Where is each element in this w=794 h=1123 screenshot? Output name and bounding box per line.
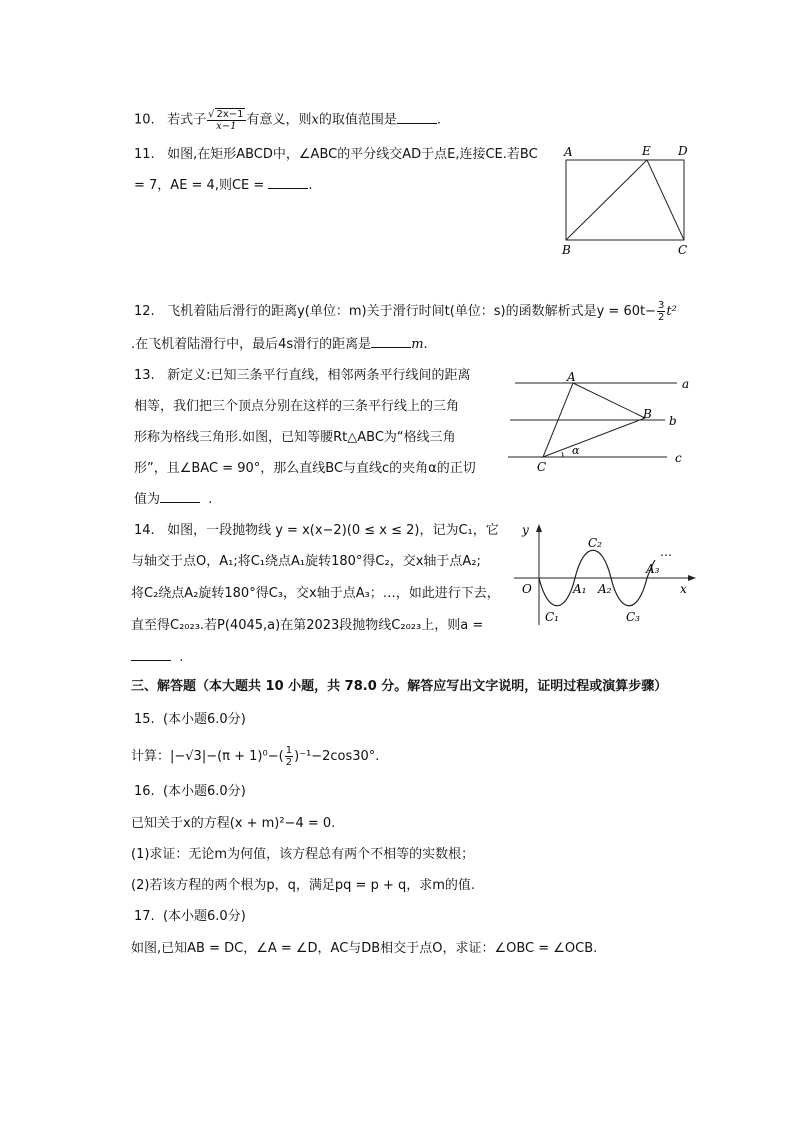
q12-text2: .在飞机着陆滑行中，最后4s滑行的距离是 bbox=[131, 337, 372, 352]
q11-rectangle-figure bbox=[558, 142, 698, 260]
q14-label-x: x bbox=[680, 582, 687, 596]
q14-line2: 与轴交于点O，A₁;将C₁绕点A₁旋转180°得C₂，交x轴于点A₂; bbox=[131, 554, 481, 569]
q10-post: 的取值范围是 bbox=[318, 112, 397, 128]
q14-label-A1: A₁ bbox=[573, 582, 587, 596]
q14-answer-blank[interactable] bbox=[131, 648, 171, 661]
q14-label-C3: C₃ bbox=[626, 610, 640, 624]
q11-number: 11. bbox=[134, 147, 155, 162]
q14-line3: 将C₂绕点A₂旋转180°得C₃，交x轴于点A₃；…，如此进行下去， bbox=[131, 586, 500, 601]
q13-label-c: c bbox=[675, 451, 682, 465]
q10-pre: 若式子 bbox=[167, 112, 207, 128]
q13-line5: 值为 . bbox=[134, 492, 213, 507]
q12-line2: .在飞机着陆滑行中，最后4s滑行的距离是 m. bbox=[131, 337, 428, 352]
q14-label-A2: A₂ bbox=[598, 582, 612, 596]
q13-line2: 相等，我们把三个顶点分别在这样的三条平行线上的三角 bbox=[134, 399, 460, 414]
q12-text1: 飞机着陆后滑行的距离y(单位：m)关于滑行时间t(单位：s)的函数解析式是y = 60t− bbox=[167, 304, 656, 319]
q12-number: 12. bbox=[134, 304, 155, 319]
q12-answer-blank[interactable] bbox=[371, 335, 411, 348]
q13-label-C: C bbox=[537, 460, 547, 474]
q11-label-E: E bbox=[642, 144, 651, 158]
q10-fraction: $\frac{√ 2x-1}{x-1}$ bbox=[208, 109, 244, 132]
q16-header: 16. (本小题6.0分) bbox=[134, 784, 246, 799]
q14-number: 14. bbox=[134, 523, 155, 538]
q14-label-C2: C₂ bbox=[588, 536, 602, 550]
q11-answer-blank[interactable] bbox=[268, 176, 308, 189]
q11-line1 bbox=[134, 145, 538, 165]
q10-var: x bbox=[311, 112, 319, 128]
q11-text1: 如图,在矩形ABCD中，∠ABC的平分线交AD于点E,连接CE.若BC bbox=[167, 147, 538, 162]
q11-line2: = 7，AE = 4,则CE = . bbox=[134, 178, 313, 193]
q11-label-A: A bbox=[564, 145, 573, 159]
q13-grid-triangle-figure bbox=[505, 368, 700, 478]
q13-label-a: a bbox=[682, 377, 690, 391]
q13-line4: 形”，且∠BAC = 90°，那么直线BC与直线c的夹角α的正切 bbox=[134, 461, 476, 476]
q11-label-D: D bbox=[678, 144, 688, 158]
q11-label-B: B bbox=[562, 243, 571, 257]
q17-header: 17. (本小题6.0分) bbox=[134, 909, 246, 924]
q14-label-y: y bbox=[522, 523, 529, 537]
q13-line1: 13. 新定义:已知三条平行直线，相邻两条平行线间的距离 bbox=[134, 368, 471, 383]
q16-line3: (2)若该方程的两个根为p，q，满足pq = p + q，求m的值. bbox=[131, 878, 476, 893]
q10-mid: 有意义，则 bbox=[246, 112, 312, 128]
q14-label-dots: … bbox=[660, 545, 672, 559]
q10-line: 10. 若式子 $\frac{√ 2x-1}{x-1}$ 有意义，则x的取值范围是 . bbox=[134, 109, 442, 132]
q14-label-A3: A₃ bbox=[646, 562, 660, 576]
q15-header: 15. (本小题6.0分) bbox=[134, 712, 246, 727]
q15-body: 计算：|−√3|−(π + 1)⁰−( $\frac{1}{2}$ )⁻¹−2cos30°. bbox=[131, 745, 380, 768]
q14-parabola-figure bbox=[510, 520, 700, 630]
q13-label-alpha: α bbox=[572, 444, 580, 457]
q13-label-B: B bbox=[643, 407, 652, 421]
q14-line1: 14. 如图，一段抛物线 y = x(x−2)(0 ≤ x ≤ 2)，记为C₁，它 bbox=[134, 523, 499, 538]
q11-label-C: C bbox=[678, 243, 688, 257]
q13-label-b: b bbox=[669, 414, 677, 428]
q10-answer-blank[interactable] bbox=[397, 111, 437, 124]
section-3-heading: 三、解答题（本大题共 10 小题，共 78.0 分。解答应写出文字说明，证明过程或演算步骤） bbox=[131, 679, 668, 694]
q12-line1 bbox=[134, 300, 677, 323]
q14-label-C1: C₁ bbox=[545, 610, 559, 624]
q13-answer-blank[interactable] bbox=[160, 490, 200, 503]
q13-number: 13. bbox=[134, 368, 155, 383]
q16-line2: (1)求证：无论m为何值，该方程总有两个不相等的实数根； bbox=[131, 847, 475, 862]
q14-line4: 直至得C₂₀₂₃.若P(4045,a)在第2023段抛物线C₂₀₂₃上，则a = bbox=[131, 618, 484, 633]
q11-text2: = 7，AE = 4,则CE = bbox=[134, 178, 265, 193]
q14-line5: . bbox=[131, 648, 183, 668]
q12-fraction: $\frac{3}{2}$ bbox=[658, 300, 665, 323]
q17-line1: 如图,已知AB = DC，∠A = ∠D，AC与DB相交于点O，求证：∠OBC = ∠OCB. bbox=[131, 941, 598, 956]
q10-number: 10. bbox=[134, 112, 155, 128]
q13-label-A: A bbox=[567, 370, 576, 384]
q14-label-O: O bbox=[522, 582, 532, 596]
q16-line1: 已知关于x的方程(x + m)²−4 = 0. bbox=[131, 816, 336, 831]
q13-line3: 形称为格线三角形.如图，已知等腰Rt△ABC为“格线三角 bbox=[134, 430, 456, 445]
q15-fraction: $\frac{1}{2}$ bbox=[285, 745, 293, 768]
q12-t-squared: t² bbox=[666, 304, 677, 319]
